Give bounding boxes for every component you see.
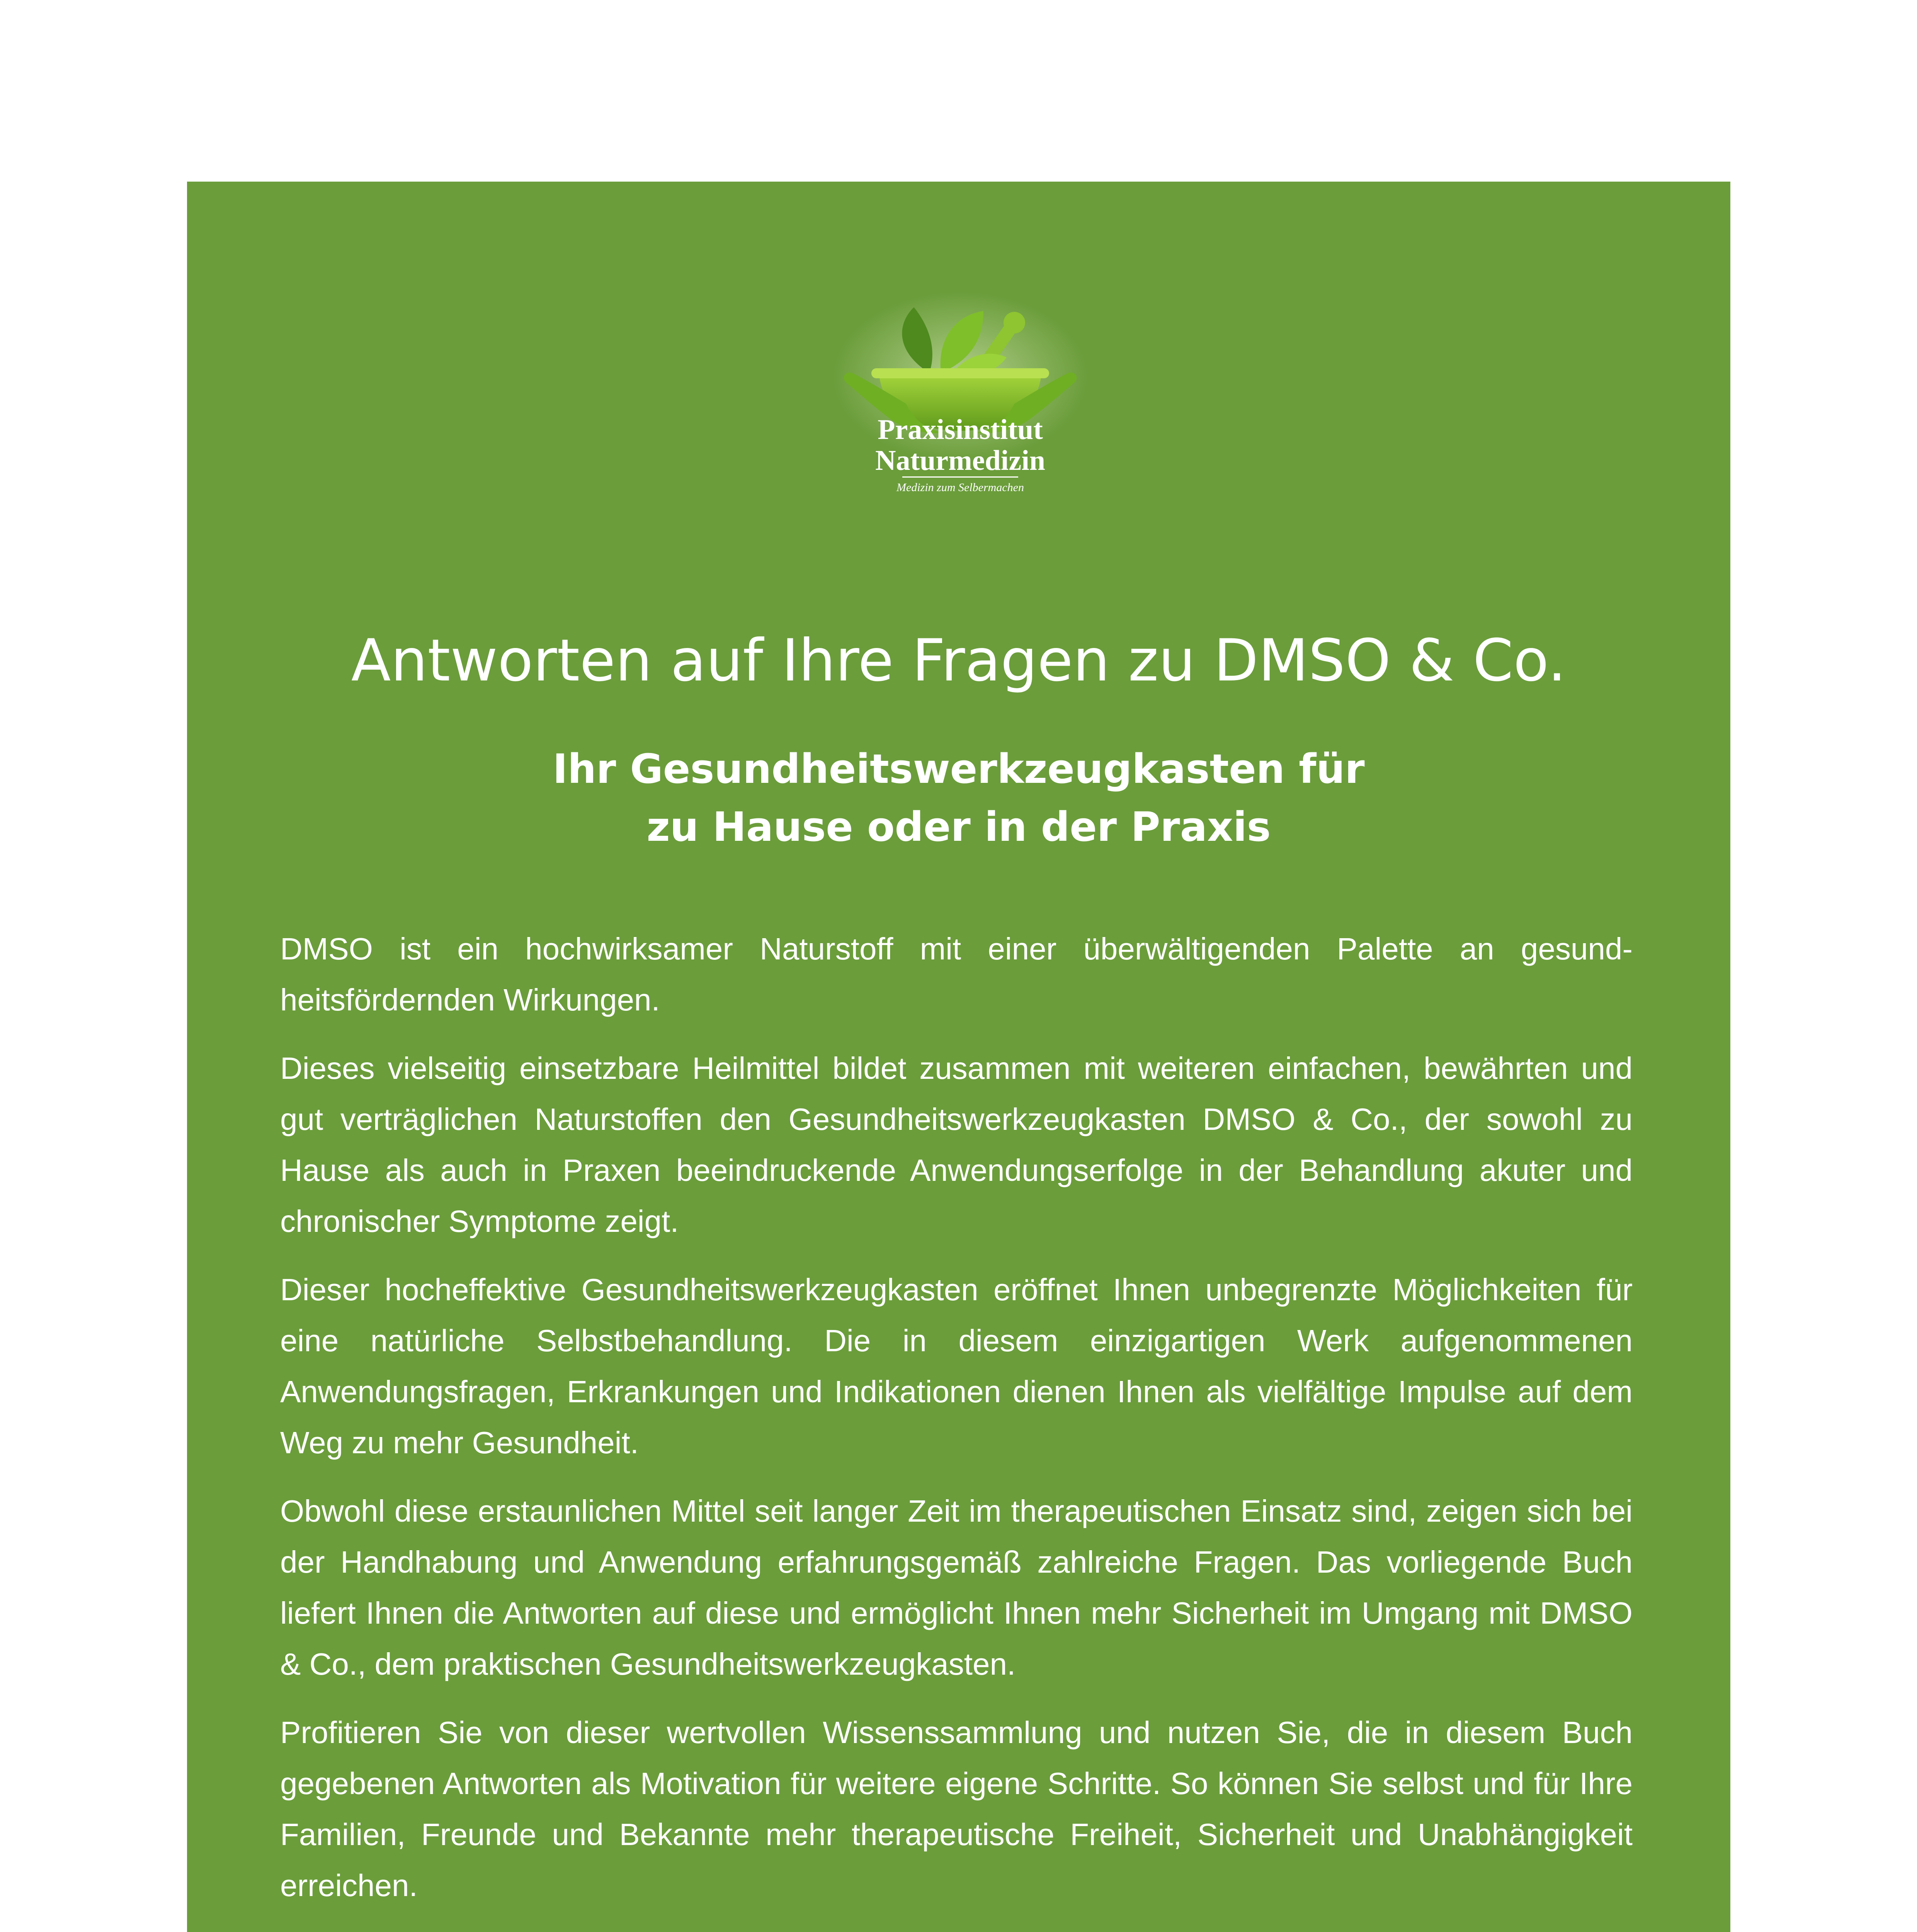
subtitle-line2: zu Hause oder in der Praxis	[646, 803, 1271, 850]
logo-title-line2: Naturmedizin	[875, 445, 1045, 476]
logo-tagline: Medizin zum Selbermachen	[896, 481, 1024, 494]
logo-divider	[902, 476, 1018, 478]
book-subtitle	[187, 740, 1730, 856]
blurb-paragraph: DMSO ist ein hochwirksamer Naturstoff mit einer überwältigenden Palette an gesundheitsfördernden Wirkungen.	[280, 932, 1633, 1017]
blurb-text	[280, 923, 1633, 1932]
logo-title-line1: Praxisinstitut	[878, 414, 1043, 446]
blurb-paragraph	[280, 1929, 1633, 1932]
blurb-paragraph: Obwohl diese erstaunlichen Mittel seit langer Zeit im therapeutischen Einsatz sind, zeigen sich bei der Handhabung und Anwendung erfahrungsgemäß zahlreiche Fragen. Das vorliegende Buch liefert Ihnen die Antworten auf diese und ermöglicht Ihnen mehr Sicherheit im Umgang mit DMSO & Co., dem praktischen Gesundheitswerkzeugkasten.	[280, 1494, 1633, 1681]
blurb-paragraph: Profitieren Sie von dieser wertvollen Wissenssammlung und nutzen Sie, die in diesem Buch gegebenen Antworten als Motivation für weitere eigene Schritte. So können Sie selbst und für Ihre Familien, Freunde und Bekannte mehr therapeutische Freiheit, Sicherheit und Unabhängigkeit erreichen.	[280, 1715, 1633, 1903]
book-title: Antworten auf Ihre Fragen zu DMSO & Co.	[351, 627, 1567, 694]
blurb-paragraph: Dieser hocheffektive Gesundheitswerkzeugkasten eröffnet Ihnen unbegrenzte Möglichkeiten für eine natürliche Selbstbehandlung. Die in diesem einzigartigen Werk aufgenommenen Anwendungsfragen, Erkrankungen und Indikationen dienen Ihnen als vielfältige Impulse auf dem Weg zu mehr Gesundheit.	[280, 1272, 1633, 1460]
blurb-paragraph: Dieses vielseitig einsetzbare Heilmittel bildet zusammen mit weiteren einfachen, bewährten und gut verträglichen Naturstoffen den Gesundheitswerkzeugkasten DMSO & Co., der sowohl zu Hause als auch in Praxen beeindruckende Anwendungserfolge in der Behandlung akuter und chronischer Symptome zeigt.	[280, 1051, 1633, 1238]
subtitle-line1: Ihr Gesundheitswerkzeugkasten für	[553, 745, 1365, 793]
logo	[813, 234, 1107, 504]
